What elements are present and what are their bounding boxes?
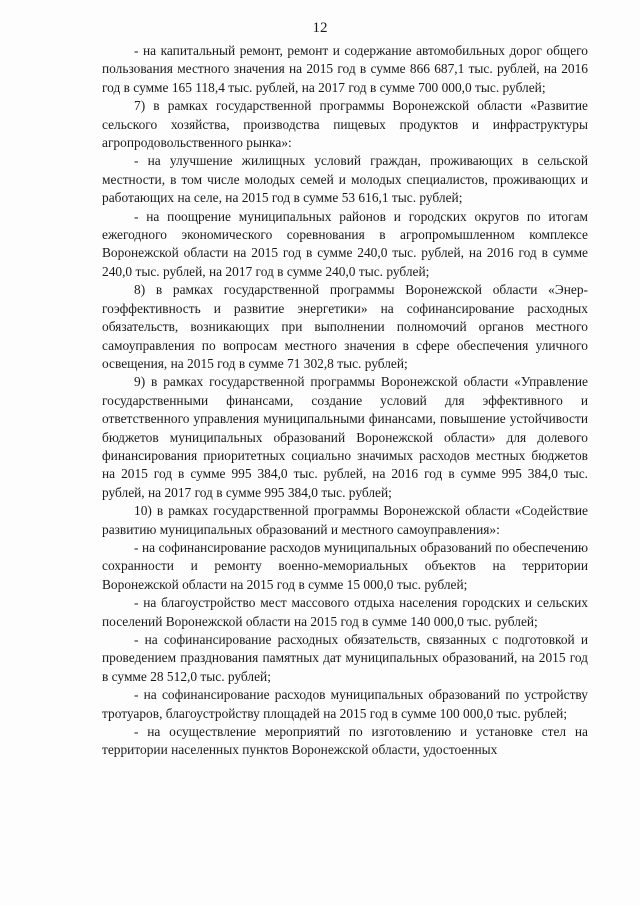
paragraph-sidewalks: - на софинансирование расходов муниципальных образований по устройству тротуаров, благоустройству площадей на 2015 год в сумме 100 000,0 тыс. рублей; bbox=[102, 687, 588, 721]
paragraph-agro-competition: - на поощрение муниципальных районов и городских округов по итогам ежегодного экономического соревнования в агропромышленном комплексе Воронежской области на 2015 год в сумме 240,0 тыс. рублей, на 2016 год в сумме 240,0 тыс. рублей, на 2017 год в сумме 240,0 тыс. рублей; bbox=[102, 208, 588, 279]
paragraph-recreation-areas: - на благоустройство мест массового отдыха населения городских и сельских поселений Воронежской области на 2015 год в сумме 140 000,0 тыс. рублей; bbox=[102, 595, 588, 629]
document-body bbox=[102, 42, 588, 760]
page-number: 12 bbox=[312, 20, 328, 36]
paragraph-item-7-agriculture: 7) в рамках государственной программы Воронежской области «Развитие сельского хозяйства, производства пищевых продуктов и инфраструктуры агропродовольственного рынка»: bbox=[102, 98, 588, 151]
paragraph-road-repair: - на капитальный ремонт, ремонт и содержание автомобильных дорог общего пользования местного значения на 2015 год в сумме 866 687,1 тыс. рублей, на 2016 год в сумме 165 118,4 тыс. рублей, на 2017 год в сумме 700 000,0 тыс. рублей; bbox=[102, 43, 588, 95]
paragraph-housing-rural: - на улучшение жилищных условий граждан, проживающих в сельской местности, в том числе молодых семей и молодых специалистов, проживающих и работающих на селе, на 2015 год в сумме 53 616,1 тыс. рублей; bbox=[102, 153, 588, 206]
paragraph-item-8-energy: 8) в рамках государственной программы Воронежской области «Энергоэффективность и развитие энергетики» на софинансирование расходных обязательств, возникающих при выполнении полномочий органов местного самоуправления по вопросам местного значения в сфере обеспечения уличного освещения, на 2015 год в сумме 71 302,8 тыс. рублей; bbox=[102, 282, 588, 371]
paragraph-item-10-municipal: 10) в рамках государственной программы Воронежской области «Содействие развитию муниципальных образований и местного самоуправления»: bbox=[102, 503, 588, 537]
paragraph-memorable-dates: - на софинансирование расходных обязательств, связанных с подготовкой и проведением празднования памятных дат муниципальных образований, на 2015 год в сумме 28 512,0 тыс. рублей; bbox=[102, 632, 588, 684]
paragraph-item-9-finance: 9) в рамках государственной программы Воронежской области «Управление государственными финансами, создание условий для эффективного и ответственного управления муниципальными финансами, повышение устойчивости бюджетов муниципальных образований Воронежской области» для долевого финансирования приоритетных социально значимых расходов местных бюджетов на 2015 год в сумме 995 384,0 тыс. рублей, на 2016 год в сумме 995 384,0 тыс. рублей, на 2017 год в сумме 995 384,0 тыс. рублей; bbox=[102, 374, 588, 500]
paragraph-steles: - на осуществление мероприятий по изготовлению и установке стел на территории населенных пунктов Воронежской области, удостоенных bbox=[102, 724, 588, 758]
paragraph-war-memorials: - на софинансирование расходов муниципальных образований по обеспечению сохранности и ремонту военно-мемориальных объектов на территории Воронежской области на 2015 год в сумме 15 000,0 тыс. рублей; bbox=[102, 539, 588, 592]
